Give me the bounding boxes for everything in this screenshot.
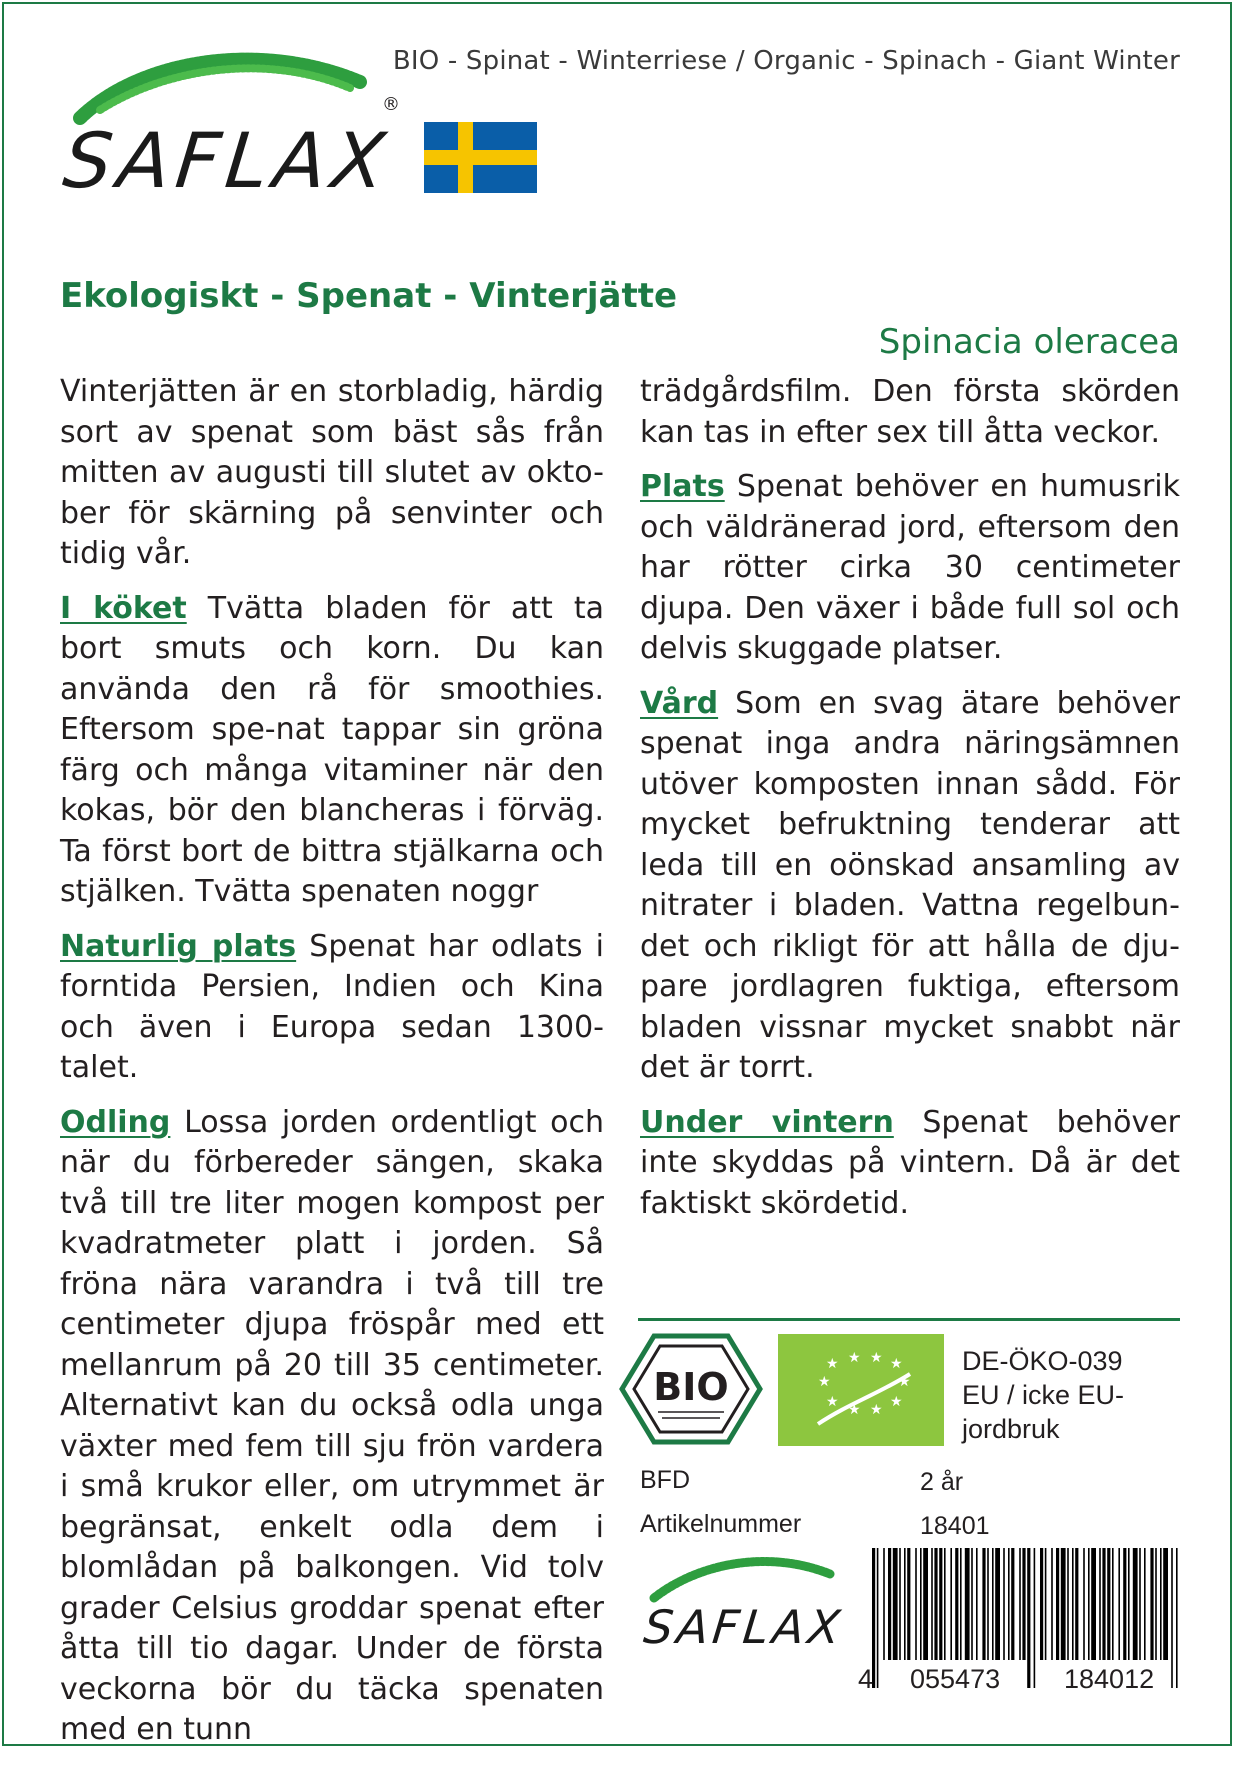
barcode-bar: [995, 1548, 1000, 1660]
barcode-left-digits: 055473: [910, 1664, 1001, 1694]
barcode-bar: [1107, 1548, 1110, 1660]
place-text: Spenat behöver en humusrik och väldränerad jord, eftersom den har rötter cirka 30 centimeter djupa. Den växer i både full sol och delvis skuggade platser.: [640, 469, 1180, 666]
natural-heading: Naturlig plats: [60, 928, 297, 964]
barcode-bar: [877, 1548, 879, 1688]
kitchen-heading: I köket: [60, 590, 187, 626]
barcode-bar: [1102, 1548, 1105, 1660]
cultivation-continued: trädgårdsfilm. Den första skörden kan tas in efter sex till åtta veckor.: [640, 374, 1180, 450]
place-section: [640, 467, 1180, 670]
barcode-bar: [1008, 1548, 1010, 1660]
cultivation-heading: Odling: [60, 1104, 171, 1140]
bio-seal-icon: [618, 1332, 764, 1446]
barcode-bar: [1034, 1548, 1036, 1688]
barcode-bar: [1075, 1548, 1078, 1660]
barcode-bar: [1171, 1548, 1173, 1688]
bfd-value: 2 år: [920, 1468, 964, 1496]
care-section: [640, 684, 1180, 1089]
natural-section: [60, 927, 604, 1089]
barcode-bar: [907, 1548, 910, 1660]
place-heading: Plats: [640, 469, 725, 504]
article-label: Artikelnummer: [640, 1510, 802, 1538]
barcode-bar: [1019, 1548, 1021, 1660]
barcode-bar: [1163, 1548, 1168, 1660]
barcode-bar: [1139, 1548, 1141, 1660]
barcode-bar: [1133, 1548, 1138, 1660]
origin-line-2: jordbruk: [962, 1414, 1060, 1444]
barcode-bar: [923, 1548, 928, 1660]
barcode-bar: [1155, 1548, 1157, 1660]
svg-text:★: ★: [898, 1374, 911, 1390]
svg-text:★: ★: [818, 1374, 831, 1390]
svg-text:★: ★: [848, 1402, 861, 1418]
brand-name-small: SAFLAX: [641, 1600, 847, 1654]
barcode-bar: [1150, 1548, 1153, 1660]
svg-text:★: ★: [848, 1350, 861, 1366]
barcode-bar: [944, 1548, 946, 1660]
latin-name: Spinacia oleracea: [878, 322, 1180, 362]
barcode-bar: [939, 1548, 942, 1660]
barcode-bar: [992, 1548, 994, 1660]
barcode-bar: [1112, 1548, 1114, 1660]
article-value: 18401: [920, 1512, 990, 1540]
control-code: DE-ÖKO-039: [962, 1346, 1123, 1376]
svg-text:★: ★: [870, 1402, 883, 1418]
product-subtitle: BIO - Spinat - Winterriese / Organic - Spinach - Giant Winter: [392, 46, 1180, 76]
barcode-bar: [1128, 1548, 1130, 1660]
barcode-bar: [899, 1548, 901, 1660]
section-divider: [638, 1318, 1180, 1321]
barcode-bar: [1061, 1548, 1066, 1660]
barcode-bar: [1011, 1548, 1014, 1660]
cultivation-section: [60, 1103, 604, 1751]
svg-text:★: ★: [890, 1394, 903, 1410]
barcode-bar: [1067, 1548, 1069, 1660]
intro-paragraph: Vinterjätten är en storbladig, härdig sort av spenat som bäst sås från mitten av augusti till slutet av okto-ber för skärning på senvinter och tidig vår.: [60, 374, 604, 571]
winter-section: [640, 1103, 1180, 1225]
saflax-logo-small: [640, 1548, 860, 1658]
barcode-bar: [1040, 1548, 1043, 1660]
barcode-bar: [1144, 1548, 1146, 1660]
brand-name: SAFLAX: [59, 116, 396, 205]
barcode-bar: [1003, 1548, 1005, 1660]
natural-text: Spenat har odlats i forntida Persien, Indien och Kina och även i Europa sedan 1300-talet.: [60, 928, 605, 1085]
barcode-bar: [1160, 1548, 1162, 1660]
barcode-bar: [904, 1548, 906, 1660]
right-column: [640, 372, 1180, 1238]
barcode-bar: [976, 1548, 978, 1660]
barcode-bar: [931, 1548, 933, 1660]
kitchen-text: Tvätta bladen för att ta bort smuts och korn. Du kan använda den rå för smoothies. Eftersom spe-nat tappar sin gröna färg och många vitaminer när den kokas, bör den blancheras i förväg. Ta först bort de bittra stjälkarna och stjälken. Tvätta spenaten noggr: [60, 590, 604, 909]
product-title: Ekologiskt - Spenat - Vinterjätte: [60, 276, 678, 316]
barcode-bar: [987, 1548, 989, 1660]
barcode-bar: [1051, 1548, 1053, 1660]
barcode-bar: [1027, 1548, 1030, 1688]
barcode-bar: [955, 1548, 958, 1660]
care-text: Som en svag ätare behöver spenat inga andra näringsämnen utöver komposten innan sådd. För mycket befruktning tenderar att leda till en oönskad ansamling av nitrater i bladen. Vattna regelbun-det och rikligt för att hålla de dju-pare jordlagren fuktiga, eftersom bladen vissnar mycket snabbt när det är torrt.: [640, 685, 1180, 1085]
eu-organic-logo: [778, 1334, 944, 1446]
cultivation-text: Lossa jorden ordentligt och när du förbereder sängen, skaka två till tre liter mogen kompost per kvadratmeter platt i jorden. Så fröna nära varandra i två till tre centimeter djupa fröspår med ett mellanrum på 20 till 35 centimeter. Alternativt kan du också odla unga växter med fem till sju frön vardera i små krukor eller, om utrymmet är begränsat, enkelt odla dem i blomlådan på balkongen. Vid tolv grader Celsius groddar spenat efter åtta till tio dagar. Under de första veckorna bör du täcka spenaten med en tunn: [60, 1104, 605, 1747]
barcode-first-digit: 4: [858, 1664, 874, 1694]
barcode-bar: [1091, 1548, 1096, 1660]
barcode-bar: [971, 1548, 973, 1660]
bfd-label: BFD: [640, 1466, 690, 1494]
care-heading: Vård: [640, 685, 719, 721]
barcode-bar: [1118, 1548, 1120, 1660]
barcode-bar: [883, 1548, 885, 1660]
winter-heading: Under vintern: [640, 1104, 894, 1140]
barcode-bar: [950, 1548, 952, 1660]
barcode-bar: [965, 1548, 970, 1660]
barcode-right-digits: 184012: [1064, 1664, 1155, 1694]
left-column: [60, 372, 604, 1765]
barcode-bar: [934, 1548, 937, 1660]
barcode-bar: [960, 1548, 962, 1660]
barcode-bar: [888, 1548, 891, 1660]
barcode-bar: [982, 1548, 985, 1660]
bio-seal-label: BIO: [653, 1365, 729, 1409]
eu-leaf-stars-icon: [778, 1334, 944, 1446]
barcode-bar: [915, 1548, 917, 1660]
certification-text: [962, 1344, 1124, 1446]
barcode-bar: [1123, 1548, 1126, 1660]
registered-mark: ®: [382, 94, 400, 115]
kitchen-section: [60, 589, 604, 913]
svg-text:★: ★: [826, 1394, 839, 1410]
barcode-bar: [893, 1548, 898, 1660]
barcode-bar: [1072, 1548, 1074, 1660]
barcode-bar: [1088, 1548, 1090, 1660]
svg-text:★: ★: [826, 1356, 839, 1372]
barcode-bar: [1056, 1548, 1059, 1660]
barcode-bar: [1176, 1548, 1178, 1688]
barcode-bar: [1099, 1548, 1101, 1660]
svg-text:★: ★: [890, 1356, 903, 1372]
barcode-bar: [1022, 1548, 1025, 1660]
barcode-bar: [1083, 1548, 1085, 1660]
leaf-swoosh-icon-small: [640, 1548, 860, 1608]
barcode-bar: [1045, 1548, 1047, 1660]
saflax-logo: [60, 40, 410, 210]
barcode-bar: [920, 1548, 922, 1660]
origin-line: EU / icke EU-: [962, 1380, 1125, 1410]
svg-text:★: ★: [870, 1350, 883, 1366]
sweden-flag-icon: [424, 122, 537, 193]
winter-text: Spenat behöver inte skyddas på vintern. Då är det faktiskt skördetid.: [640, 1104, 1180, 1221]
